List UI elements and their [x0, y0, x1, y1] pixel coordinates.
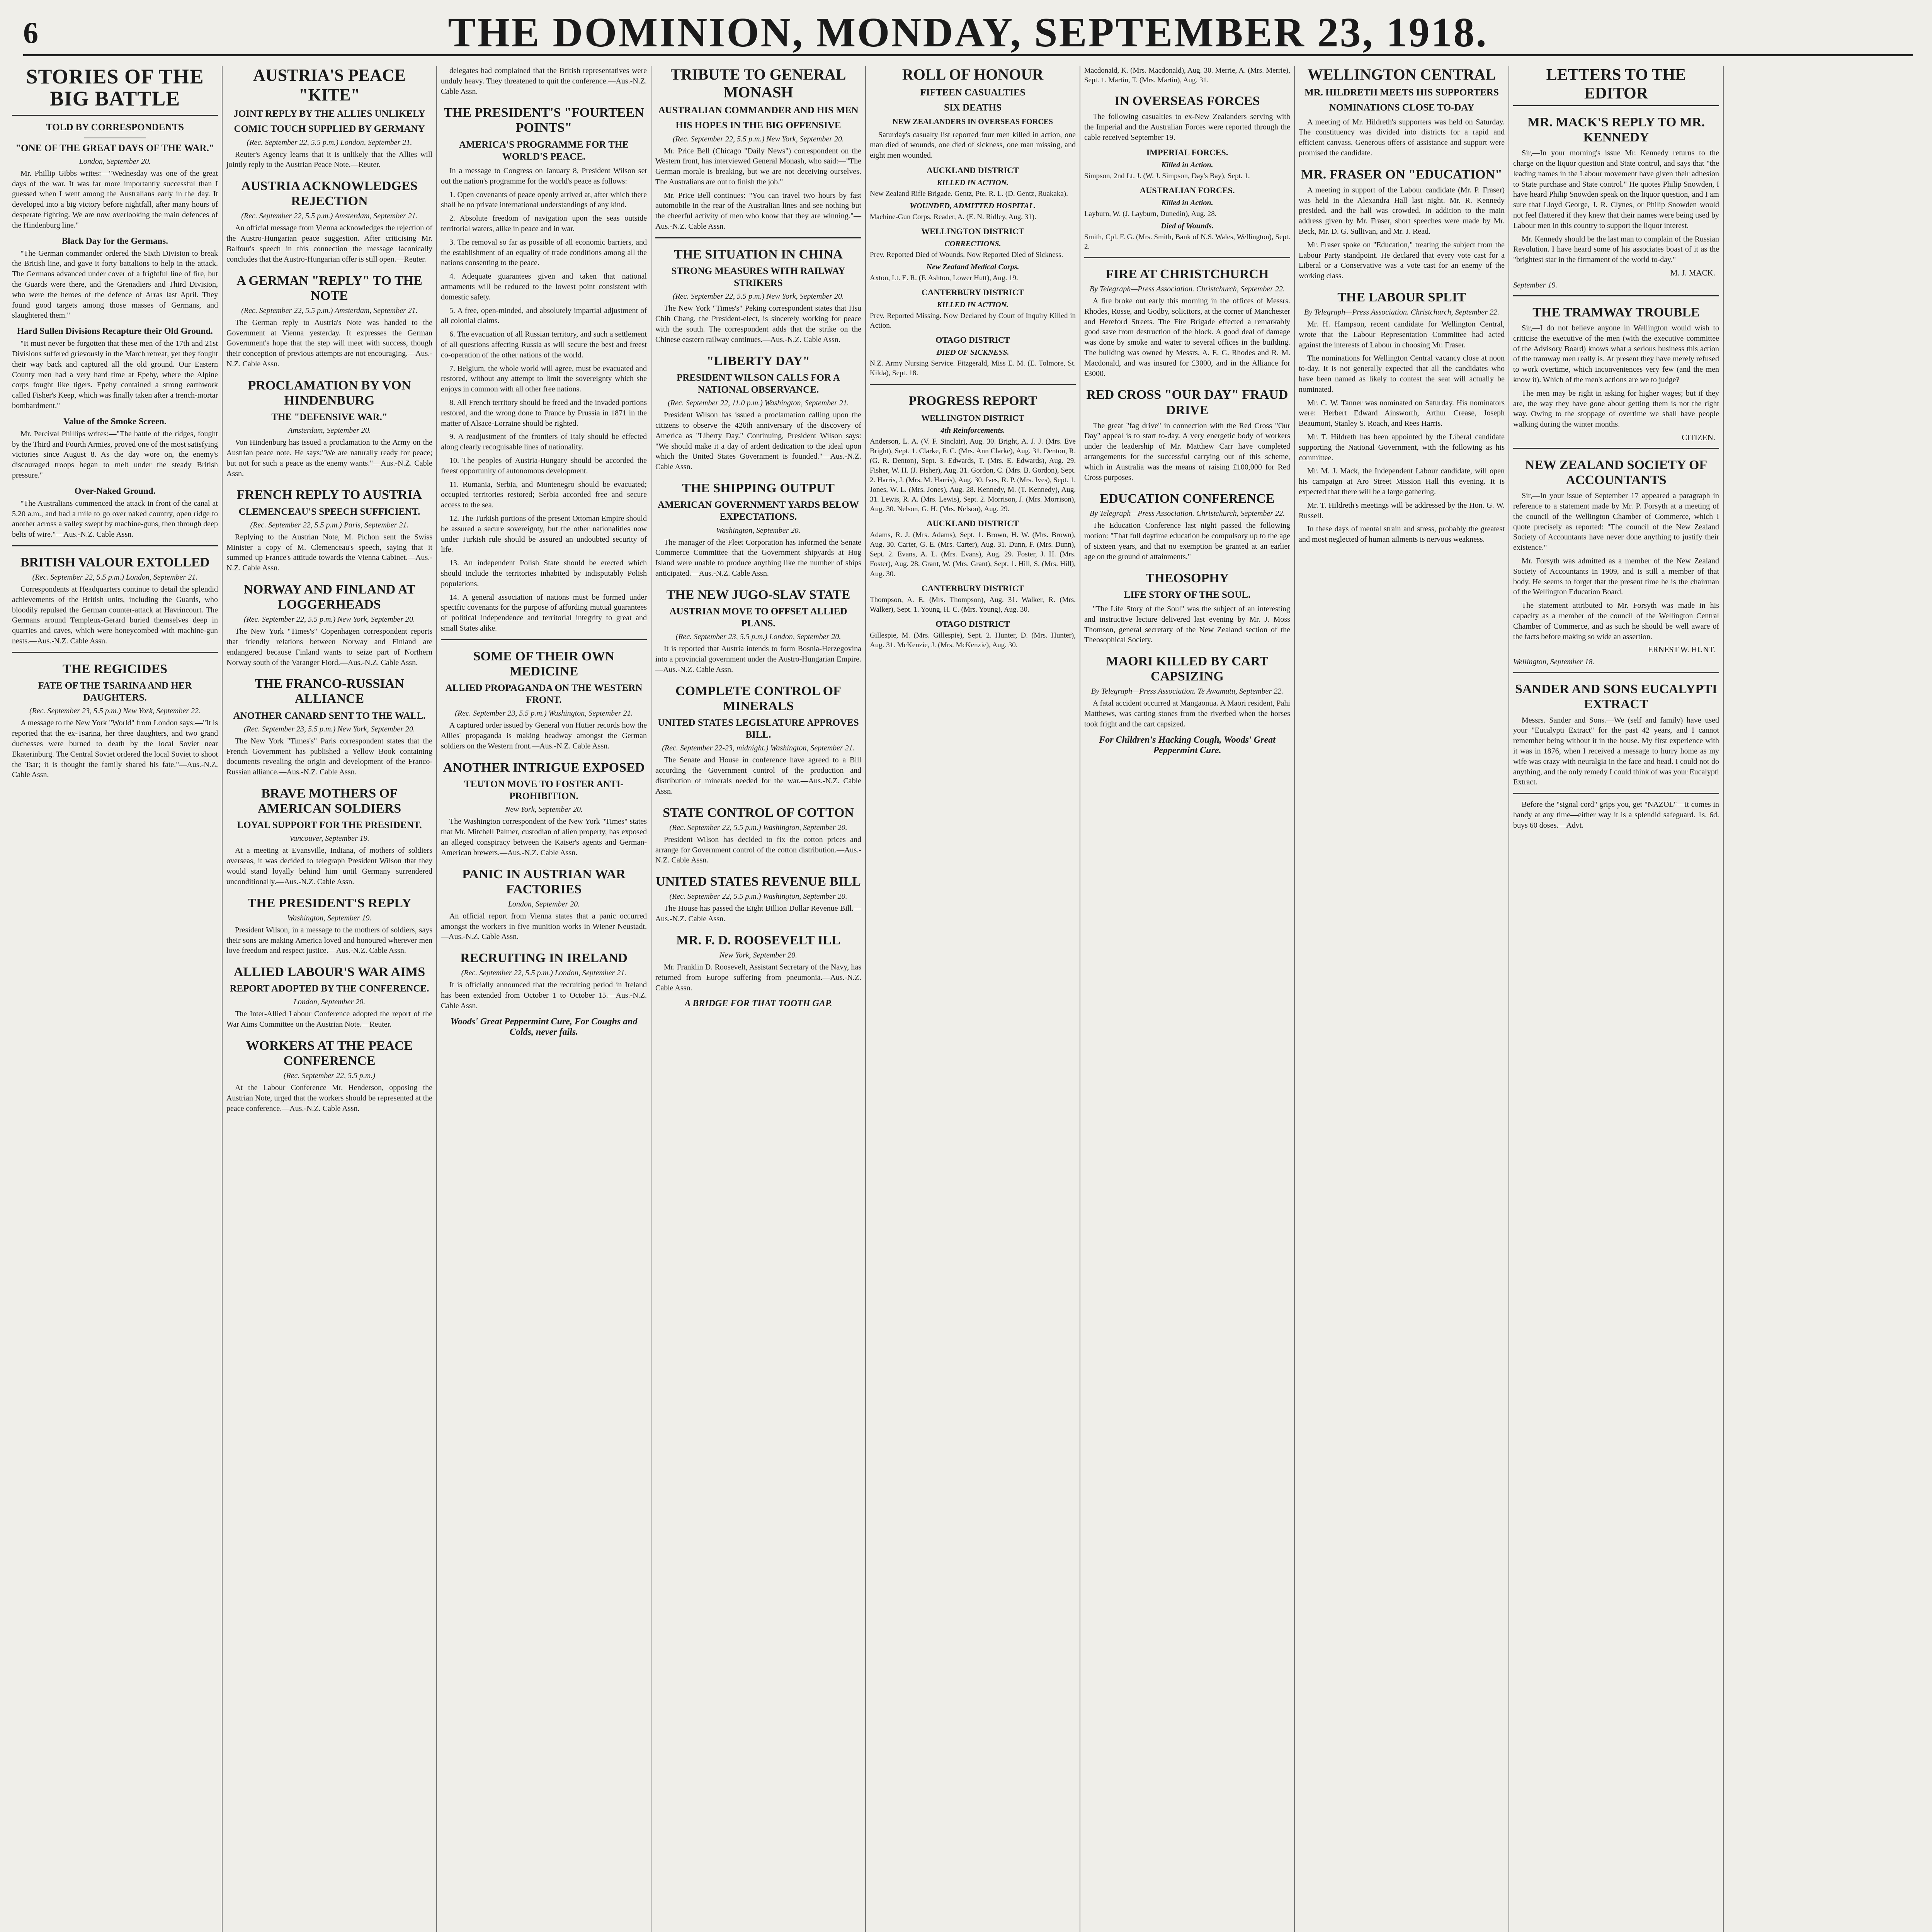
article-deck: THE "DEFENSIVE WAR.": [271, 412, 388, 423]
article-headline: THE TRAMWAY TROUBLE: [1532, 305, 1700, 320]
point-paragraph: 9. A readjustment of the frontiers of Italy should be effected along clearly recognisable lines of nationality.: [441, 432, 647, 452]
article-headline: TRIBUTE TO GENERAL MONASH: [670, 66, 846, 101]
article-deck: AMERICA'S PROGRAMME FOR THE WORLD'S PEACE.: [459, 139, 629, 162]
article-paragraph: Von Hindenburg has issued a proclamation to the Army on the Austrian peace note. He says:"We are naturally ready for peace; but not for such a peace as the enemy wants."—Aus.-N.Z. Cable Assn.: [226, 438, 432, 478]
article-headline: PANIC IN AUSTRIAN WAR FACTORIES: [462, 867, 626, 896]
article-paragraph: An official report from Vienna states that a panic occurred amongst the workers in five munition works in Wiener Neustadt.—Aus.-N.Z. Cable Assn.: [441, 912, 647, 941]
advertisement: For Children's Hacking Cough, Woods' Great Peppermint Cure.: [1099, 735, 1276, 755]
article-paragraph: In a message to Congress on January 8, President Wilson set out the nation's programme for the world's peace as follows:: [441, 167, 647, 185]
article-paragraph: The German reply to Austria's Note was handed to the Government at Vienna yesterday. It expresses the German Government's hope that the step will meet with success, though their conception of previous attempts are not encouraging.—Aus.-N.Z. Cable Assn.: [226, 318, 432, 369]
dateline: (Rec. September 22, 5.5 p.m.) London, September 21.: [247, 138, 412, 147]
article-paragraph: A captured order issued by General von Hutier records how the Allies' propaganda is making headway amongst the German soldiers on the Western front.—Aus.-N.Z. Cable Assn.: [441, 721, 647, 751]
dateline: (Rec. September 22, 5.5 p.m.) Washington, September 20.: [669, 823, 847, 832]
district-heading: AUCKLAND DISTRICT: [927, 519, 1019, 529]
article-headline: MAORI KILLED BY CART CAPSIZING: [1106, 654, 1269, 684]
column-rule: [222, 66, 223, 1932]
district-heading: CANTERBURY DISTRICT: [921, 583, 1024, 593]
section-heading: LETTERS TO THE EDITOR: [1513, 66, 1719, 106]
point-paragraph: 3. The removal so far as possible of all economic barriers, and the establishment of an equality of trade conditions among all the nations consenting to the peace.: [441, 238, 647, 267]
article-paragraph: Mr. Price Bell (Chicago "Daily News") correspondent on the Western front, has interviewed General Monash, who said:—"The German morale is breaking, but we are not deceiving ourselves. The Australians are out to finish the job.": [655, 146, 861, 186]
article-deck: UNITED STATES LEGISLATURE APPROVES BILL.: [658, 717, 859, 740]
article-headline: NEW ZEALAND SOCIETY OF ACCOUNTANTS: [1525, 458, 1708, 488]
dateline: London, September 20.: [508, 900, 580, 908]
article-deck: NEW ZEALANDERS IN OVERSEAS FORCES: [892, 117, 1053, 126]
dateline: Washington, September 19.: [287, 913, 372, 922]
casualty-list: Prev. Reported Missing. Now Declared by Court of Inquiry Killed in Action.: [870, 312, 1076, 330]
article-paragraph: Reuter's Agency learns that it is unlikely that the Allies will jointly reply to the Austrian Peace Note.—Reuter.: [226, 150, 432, 169]
divider: [12, 115, 218, 116]
point-paragraph: 14. A general association of nations must be formed under specific covenants for the purpose of affording mutual guarantees of political independence and territorial integrity to great and small States alike.: [441, 593, 647, 633]
article-paragraph: Mr. H. Hampson, recent candidate for Wellington Central, wrote that the Labour Representation Committee had acted against the interests of Labour in choosing Mr. Fraser.: [1299, 320, 1505, 349]
article-paragraph: At a meeting at Evansville, Indiana, of mothers of soldiers overseas, it was decided to telegraph President Wilson that they would stand loyally behind him until Germany surrendered unconditionally.—Aus.-N.Z. Cable Assn.: [226, 846, 432, 886]
column-1: [10, 66, 220, 1932]
divider: [1513, 672, 1719, 673]
dateline: London, September 20.: [79, 157, 151, 166]
article-paragraph: It is officially announced that the recruiting period in Ireland has been extended from October 1 to October 15.—Aus.-N.Z. Cable Assn.: [441, 981, 647, 1010]
casualty-list: Gillespie, M. (Mrs. Gillespie), Sept. 2. Hunter, D. (Mrs. Hunter), Aug. 31. McKenzie, J. (Mrs. McKenzie), Aug. 30.: [870, 631, 1076, 649]
article-headline: UNITED STATES REVENUE BILL: [656, 874, 861, 889]
point-paragraph: 10. The peoples of Austria-Hungary should be accorded the freest opportunity of autonomous development.: [441, 456, 647, 475]
article-headline: THE LABOUR SPLIT: [1337, 290, 1466, 304]
letter-date: Wellington, September 18.: [1513, 658, 1595, 667]
dateline: (Rec. September 22, 5.5 p.m.): [283, 1071, 376, 1080]
article-paragraph: At the Labour Conference Mr. Henderson, opposing the Austrian Note, urged that the workers should be represented at the peace conference.—Aus.-N.Z. Cable Assn.: [226, 1083, 432, 1113]
article-deck: AUSTRIAN MOVE TO OFFSET ALLIED PLANS.: [669, 606, 847, 629]
column-3: [439, 66, 649, 1932]
article-headline: STORIES OF THE BIG BATTLE: [26, 66, 204, 110]
article-paragraph: "It must never be forgotten that these men of the 17th and 21st Divisions suffered grievously in the March retreat, yet they fought their way back and captured all the old ground. Our Eastern County men had a very hard time at Epehy, where the Alpine corps fought like tigers. Epehy contained a strong earthwork called Fisher's Keep, which was finally taken after a trench-mortar bombardment.": [12, 339, 218, 410]
article-headline: PROGRESS REPORT: [908, 393, 1037, 408]
article-paragraph: Mr. Percival Phillips writes:—"The battle of the ridges, fought by the Third and Fourth Armies, proved one of the most satisfying victories since August 8. As the day wore on, the enemy's discouraged troops began to melt under the steady British pressure.": [12, 429, 218, 480]
casualty-list: Simpson, 2nd Lt. J. (W. J. Simpson, Day's Bay), Sept. 1.: [1084, 172, 1250, 180]
article-deck: REPORT ADOPTED BY THE CONFERENCE.: [230, 983, 429, 994]
article-paragraph: Mr. T. Hildreth's meetings will be addressed by the Hon. G. W. Russell.: [1299, 501, 1505, 520]
casualty-category: New Zealand Medical Corps.: [926, 263, 1019, 272]
advertisement: Woods' Great Peppermint Cure, For Coughs and Colds, never fails.: [450, 1016, 638, 1037]
advertisement-paragraph: Messrs. Sander and Sons.—We (self and family) have used your "Eucalypti Extract" for the past 42 years, and I cannot remember being without it in the house. My first experience with it was in 1876, when I received a message to hurry home as my wife was crazy with neuralgia in the face and head. I could not do anything, and the only remedy I could think of was your Eucalypti Extract.: [1513, 716, 1719, 787]
dateline: By Telegraph—Press Association. Christchurch, September 22.: [1304, 308, 1500, 317]
district-heading: OTAGO DISTRICT: [935, 335, 1010, 345]
letter-paragraph: Sir,—I do not believe anyone in Wellington would wish to criticise the executive of the men (with the executive committee of the Advisory Board) knows what a serious business this action of the tramway men really is. At present they have merely refused to work overtime, which inconveniences very few (and the men know it). Which of the men's actions are we to judge?: [1513, 324, 1719, 384]
article-headline: THEOSOPHY: [1145, 571, 1229, 585]
article-paragraph: Mr. Phillip Gibbs writes:—"Wednesday was one of the great days of the war. It was far more importantly successful than I guessed when I went among the Australians early in the day. It developed into a big victory before nightfall, after many hours of desperate fighting. We are now overlooking the main defences of the Hindenburg line.": [12, 169, 218, 230]
article-headline: PROCLAMATION BY VON HINDENBURG: [248, 378, 411, 408]
article-deck: LOYAL SUPPORT FOR THE PRESIDENT.: [237, 820, 422, 831]
article-paragraph: President Wilson, in a message to the mothers of soldiers, says their sons are making America loved and honoured wherever men love freedom and respect justice.—Aus.-N.Z. Cable Assn.: [226, 925, 432, 955]
casualty-list: Prev. Reported Died of Wounds. Now Reported Died of Sickness.: [870, 251, 1063, 259]
article-headline: AUSTRIA'S PEACE "KITE": [253, 66, 406, 104]
point-paragraph: 13. An independent Polish State should be erected which should include the territories inhabited by indisputably Polish populations.: [441, 559, 647, 588]
subheading: Hard Sullen Divisions Recapture their Old Ground.: [17, 326, 213, 336]
district-heading: WELLINGTON DISTRICT: [921, 226, 1024, 236]
article-deck: AMERICAN GOVERNMENT YARDS BELOW EXPECTATIONS.: [658, 500, 859, 522]
article-deck: PRESIDENT WILSON CALLS FOR A NATIONAL OBSERVANCE.: [677, 372, 840, 395]
article-headline: THE NEW JUGO-SLAV STATE: [666, 587, 850, 602]
casualty-list: Macdonald, K. (Mrs. Macdonald), Aug. 30. Merrie, A. (Mrs. Merrie), Sept. 1. Martin, T. (Mrs. Martin), Aug. 31.: [1084, 66, 1290, 85]
newspaper-title-and-date: THE DOMINION, MONDAY, SEPTEMBER 23, 1918.: [448, 10, 1488, 56]
divider: [1084, 257, 1290, 258]
casualty-list: Anderson, L. A. (V. F. Sinclair), Aug. 30. Bright, A. J. J. (Mrs. Eve Bright), Sept. 1. Clarke, F. C. (Mrs. Ann Clarke), Aug. 31. Denton, R. (G. R. Denton), Sept. 3. Edwards, T. (Mrs. E. Edwards), Aug. 29. Fisher, W. H. (J. Fisher), Aug. 31. Gordon, C. (Mrs. B. Gordon), Sept. 2. Harris, J. (Mrs. M. Harris), Aug. 30. Ives, R. P. (Mrs. Ives), Sept. 1. Jones, W. L. (Mrs. Jones), Aug. 28. Kennedy, M. (T. Kennedy), Aug. 31. Lewis, R. A. (Mrs. Lewis), Sept. 2. Morrison, J. (Mrs. Morrison), Aug. 30. Nelson, G. H. (Mrs. Nelson), Aug. 29.: [870, 437, 1076, 514]
dateline: (Rec. September 22, 5.5 p.m.) New York, September 20.: [243, 615, 415, 624]
article-paragraph: Mr. M. J. Mack, the Independent Labour candidate, will open his campaign at Aro Street Mission Hall this evening. It is expected that there will be a large gathering.: [1299, 467, 1505, 496]
letter-date: September 19.: [1513, 281, 1558, 289]
article-headline: STATE CONTROL OF COTTON: [663, 805, 854, 820]
district-heading: CANTERBURY DISTRICT: [921, 287, 1024, 298]
casualty-list: Machine-Gun Corps. Reader, A. (E. N. Ridley, Aug. 31).: [870, 213, 1036, 221]
article-paragraph: Mr. T. Hildreth has been appointed by the Liberal candidate supporting the National Government, with the following as his committee.: [1299, 433, 1505, 462]
article-deck: AUSTRALIAN COMMANDER AND HIS MEN: [658, 105, 859, 116]
dateline: (Rec. September 22, 5.5 p.m.) London, September 21.: [32, 573, 198, 582]
dateline: (Rec. September 22, 11.0 p.m.) Washington, September 21.: [668, 399, 849, 408]
point-paragraph: 7. Belgium, the whole world will agree, must be evacuated and restored, without any attempt to limit the sovereignty which she enjoys in common with all other free nations.: [441, 364, 647, 394]
article-paragraph: delegates had complained that the British representatives were unduly heavy. They threatened to quit the conference.—Aus.-N.Z. Cable Assn.: [441, 66, 647, 96]
forces-heading: IMPERIAL FORCES.: [1146, 147, 1228, 157]
dateline: London, September 20.: [293, 998, 366, 1007]
casualty-list: Adams, R. J. (Mrs. Adams), Sept. 1. Brown, H. W. (Mrs. Brown), Aug. 30. Carter, G. E. (Mrs. Carter), Aug. 31. Dunn, F. (Mrs. Dunn), Sept. 2. Evans, A. L. (Mrs. Evans), Aug. 29. Foster, J. H. (Mrs. Foster), Aug. 28. Grant, W. (Mrs. Grant), Sept. 1. Hill, S. (Mrs. Hill), Aug. 30.: [870, 531, 1076, 578]
article-paragraph: "The German commander ordered the Sixth Division to break the British line, and gave it forty battalions to help in the attack. The Germans advanced under cover of a frightful line of fire, but the Guards were there, and the Grenadiers and Third Division, who were the heroes of the defence of Arras last April. They found good targets among those masses of Germans, and slaughtered them.": [12, 249, 218, 320]
casualty-category: WOUNDED, ADMITTED HOSPITAL.: [910, 201, 1036, 210]
article-headline: ROLL OF HONOUR: [902, 66, 1044, 83]
column-8: [1511, 66, 1721, 1932]
dateline: (Rec. September 23, 5.5 p.m.) London, September 20.: [675, 633, 841, 641]
advertisement: Before the "signal cord" grips you, get "NAZOL"—it comes in handy at any time—either way it is a splendid safeguard. 1s. 6d. buys 60 doses.—Advt.: [1513, 800, 1719, 830]
letter-paragraph: Sir,—In your morning's issue Mr. Kennedy returns to the charge on the liquor question and State control, and says that "the leading names in the Labour movement have given their adhesion to State purchase and State control." He quotes Philip Snowden, I have heard Philip Snowden speak on the liquor question, and I am sure that Lloyd George, J. R. Clynes, or Philip Snowden would not feel flattered if they knew that their names were being used by Labour men in this country to support the liquor interest.: [1513, 149, 1719, 230]
divider: [12, 652, 218, 653]
article-headline: AUSTRIA ACKNOWLEDGES REJECTION: [241, 179, 418, 209]
letter-signature: CITIZEN.: [1682, 433, 1715, 442]
article-deck: CLEMENCEAU'S SPEECH SUFFICIENT.: [238, 506, 420, 517]
letter-paragraph: The men may be right in asking for higher wages; but if they are, the way they have gone about getting them is not the right way. Owing to the stoppage of overtime we shall have people walking during the winter months.: [1513, 389, 1719, 429]
article-paragraph: A fire broke out early this morning in the offices of Messrs. Rhodes, Rosse, and Godby, solicitors, at the corner of Manchester and Hereford Streets. The Fire Brigade effected a remarkably good save from destruction of the block. A good deal of damage was done by smoke and water to several offices in the building. The building was owned by Messrs. A. E. G. Rhodes and R. M. Macdonald, and was insured for £3000, and in the Alliance for £3000.: [1084, 297, 1290, 378]
article-paragraph: Correspondents at Headquarters continue to detail the splendid achievements of the British units, including the Guards, who bloodily repulsed the German counter-attack at Havrincourt. The Germans around Templeux-Gerard buried themselves deep in quarries and caves, which were honeycombed with machine-gun nests.—Aus.-N.Z. Cable Assn.: [12, 585, 218, 646]
article-headline: WELLINGTON CENTRAL: [1307, 66, 1496, 83]
column-rule: [436, 66, 437, 1932]
article-headline: FIRE AT CHRISTCHURCH: [1105, 267, 1269, 281]
article-paragraph: The New York "Times's" Paris correspondent states that the French Government has published a Yellow Book containing documents revealing the origin and development of the Franco-Russian alliance.—Aus.-N.Z. Cable Assn.: [226, 736, 432, 777]
article-headline: THE SHIPPING OUTPUT: [682, 481, 835, 496]
article-paragraph: A fatal accident occurred at Mangaonua. A Maori resident, Pahi Matthews, was carting stones from the riverbed when the horses took fright and the cart capsized.: [1084, 699, 1290, 728]
article-paragraph: The great "fag drive" in connection with the Red Cross "Our Day" appeal is to start to-day. A very energetic body of workers under the leadership of Mr. Matthew Carr have completed arrangements for the successful carrying out of this scheme, which in Australia was the means of raising £100,000 for Red Cross purposes.: [1084, 421, 1290, 482]
dateline: (Rec. September 23, 5.5 p.m.) New York, September 20.: [243, 724, 415, 733]
article-paragraph: It is reported that Austria intends to form Bosnia-Herzegovina into a provincial government under the Austro-Hungarian Empire.—Aus.-N.Z. Cable Assn.: [655, 645, 861, 674]
article-headline: THE PRESIDENT'S REPLY: [247, 896, 412, 910]
district-heading: WELLINGTON DISTRICT: [921, 413, 1024, 423]
dateline: (Rec. September 22, 5.5 p.m.) Amsterdam, September 21.: [241, 306, 418, 315]
article-headline: WORKERS AT THE PEACE CONFERENCE: [246, 1039, 413, 1068]
article-deck: LIFE STORY OF THE SOUL.: [1124, 589, 1251, 600]
divider: [1513, 448, 1719, 449]
divider: [1513, 295, 1719, 296]
dateline: (Rec. September 22, 5.5 p.m.) Washington, September 20.: [669, 892, 847, 901]
casualty-category: Killed in Action.: [1161, 160, 1213, 169]
divider: [1513, 793, 1719, 794]
masthead: [23, 12, 1913, 56]
dateline: (Rec. September 23, 5.5 p.m.) New York, September 22.: [29, 707, 201, 716]
article-headline: ANOTHER INTRIGUE EXPOSED: [443, 760, 645, 775]
article-headline: "LIBERTY DAY": [706, 354, 810, 368]
casualty-category: 4th Reinforcements.: [940, 426, 1005, 435]
article-headline: SOME OF THEIR OWN MEDICINE: [473, 649, 615, 679]
article-paragraph: The Washington correspondent of the New York "Times" states that Mr. Mitchell Palmer, custodian of alien property, has exposed an alleged conspiracy between the Kaiser's agents and German-American brewers.—Aus.-N.Z. Cable Assn.: [441, 817, 647, 857]
article-paragraph: A meeting of Mr. Hildreth's supporters was held on Saturday. The constituency was divided into districts for a rapid and efficient canvass. Generous offers of assistance and support were promised the candidate.: [1299, 117, 1505, 157]
article-headline: MR. F. D. ROOSEVELT ILL: [676, 933, 840, 947]
article-deck: ANOTHER CANARD SENT TO THE WALL.: [233, 710, 426, 721]
article-deck: HIS HOPES IN THE BIG OFFENSIVE: [675, 120, 841, 131]
letter-paragraph: Sir,—In your issue of September 17 appeared a paragraph in reference to a statement made by Mr. P. Forsyth at a meeting of the council of the Wellington Chamber of Commerce, which I quote precisely as reported: "The council of the New Zealand Society of Accountants have never done anything to justify their existence.": [1513, 492, 1719, 552]
article-paragraph: The manager of the Fleet Corporation has informed the Senate Commerce Committee that the Government shipyards at Hog Island were unable to produce anything like the number of ships anticipated.—Aus.-N.Z. Cable Assn.: [655, 538, 861, 578]
casualty-list: Thompson, A. E. (Mrs. Thompson), Aug. 31. Walker, R. (Mrs. Walker), Sept. 1. Young, H. C. (Mrs. Young), Aug. 30.: [870, 595, 1076, 614]
article-deck: JOINT REPLY BY THE ALLIES UNLIKELY: [233, 109, 425, 119]
dateline: By Telegraph—Press Association. Te Awamutu, September 22.: [1091, 687, 1284, 696]
article-headline: ALLIED LABOUR'S WAR AIMS: [233, 965, 425, 980]
divider: [441, 639, 647, 640]
point-paragraph: 2. Absolute freedom of navigation upon the seas outside territorial waters, alike in peace and in war.: [441, 214, 647, 233]
article-deck: MR. HILDRETH MEETS HIS SUPPORTERS: [1304, 87, 1499, 98]
casualty-category: KILLED IN ACTION.: [937, 301, 1009, 310]
column-4: [653, 66, 864, 1932]
letter-paragraph: Mr. Forsyth was admitted as a member of the New Zealand Society of Accountants in 1909, and is still a member of that body. He seems to forget that the present time he is the chairman of the Wellington Education Board.: [1513, 556, 1719, 597]
article-paragraph: "The Life Story of the Soul" was the subject of an interesting and instructive lecture delivered last evening by Mr. J. Moss Thomson, general secretary of the New Zealand section of the Theosophical Society.: [1084, 605, 1290, 645]
dateline: Amsterdam, September 20.: [288, 426, 371, 435]
dateline: Washington, September 20.: [716, 526, 801, 535]
subheading: Black Day for the Germans.: [62, 236, 168, 246]
casualty-category: Killed in Action.: [1161, 198, 1213, 207]
article-deck: TOLD BY CORRESPONDENTS: [46, 122, 184, 133]
point-paragraph: 5. A free, open-minded, and absolutely impartial adjustment of all colonial claims.: [441, 306, 647, 325]
article-headline: RED CROSS "OUR DAY" FRAUD DRIVE: [1086, 388, 1288, 417]
article-headline: A GERMAN "REPLY" TO THE NOTE: [236, 273, 422, 303]
article-headline: SANDER AND SONS EUCALYPTI EXTRACT: [1515, 682, 1718, 712]
divider: [870, 384, 1076, 385]
dateline: New York, September 20.: [505, 805, 583, 814]
divider: [12, 545, 218, 546]
dateline: (Rec. September 22, 5.5 p.m.) Paris, September 21.: [250, 520, 409, 529]
article-paragraph: Saturday's casualty list reported four men killed in action, one man died of wounds, one died of sickness, one man missing, and eight men wounded.: [870, 130, 1076, 160]
article-headline: BRITISH VALOUR EXTOLLED: [20, 555, 210, 570]
article-deck: SIX DEATHS: [944, 102, 1002, 113]
forces-heading: AUSTRALIAN FORCES.: [1139, 185, 1235, 195]
casualty-category: Died of Wounds.: [1161, 221, 1214, 230]
dateline: (Rec. September 22-23, midnight.) Washington, September 21.: [662, 744, 855, 753]
dateline: By Telegraph—Press Association. Christchurch, September 22.: [1089, 509, 1285, 518]
article-headline: THE REGICIDES: [62, 662, 168, 676]
article-paragraph: "The Australians commenced the attack in front of the canal at 5.20 a.m., and had a mile to go over naked country, open ridge to another across a valley swept by machine-guns, then through deep belts of wire."—Aus.-N.Z. Cable Assn.: [12, 499, 218, 539]
point-paragraph: 12. The Turkish portions of the present Ottoman Empire should be assured a secure sovereignty, but the other nationalities now under Turkish rule should be assured an undoubted security of life.: [441, 514, 647, 554]
casualty-list: New Zealand Rifle Brigade. Gentz, Pte. R. L. (D. Gentz, Ruakaka).: [870, 189, 1068, 198]
dateline: (Rec. September 22, 5.5 p.m.) New York, September 20.: [672, 134, 844, 143]
letter-paragraph: Mr. Kennedy should be the last man to complain of the Russian Revolution. I have heard some of his associates boast of it as the "brightest star in the firmament of the world to-day.": [1513, 235, 1719, 264]
article-paragraph: In these days of mental strain and stress, probably the greatest and most neglected of human ailments is nervous weakness.: [1299, 525, 1505, 544]
column-7: [1296, 66, 1507, 1932]
dateline: New York, September 20.: [719, 951, 797, 959]
article-paragraph: The House has passed the Eight Billion Dollar Revenue Bill.—Aus.-N.Z. Cable Assn.: [655, 904, 861, 923]
dateline: Vancouver, September 19.: [289, 834, 369, 843]
point-paragraph: 4. Adequate guarantees given and taken that national armaments will be reduced to the lowest point consistent with domestic safety.: [441, 272, 647, 301]
casualty-category: DIED OF SICKNESS.: [936, 348, 1009, 357]
dateline: (Rec. September 22, 5.5 p.m.) Amsterdam, September 21.: [241, 212, 418, 221]
page-number: 6: [23, 16, 38, 49]
point-paragraph: 1. Open covenants of peace openly arrived at, after which there shall be no private international understandings of any kind.: [441, 190, 647, 209]
article-paragraph: The nominations for Wellington Central vacancy close at noon to-day. It is not generally expected that all the candidates who have been named as likely to contest the seat will actually be nominated.: [1299, 354, 1505, 394]
article-deck: STRONG MEASURES WITH RAILWAY STRIKERS: [671, 265, 845, 289]
article-paragraph: A meeting in support of the Labour candidate (Mr. P. Fraser) was held in the Alexandra Hall last night. Mr. R. Kennedy presided, and the hall was crowded. In addition to the main address given by Mr. Fraser, short speeches were made by Mr. Beck, Mr. D. G. Sullivan, and Mr. J. Read.: [1299, 185, 1505, 236]
divider: [655, 237, 861, 238]
article-paragraph: The Inter-Allied Labour Conference adopted the report of the War Aims Committee on the Austrian Note.—Reuter.: [226, 1010, 432, 1029]
subheading: Value of the Smoke Screen.: [63, 416, 167, 426]
article-deck: "ONE OF THE GREAT DAYS OF THE WAR.": [15, 143, 214, 153]
article-headline: MR. FRASER ON "EDUCATION": [1301, 167, 1502, 182]
article-paragraph: Mr. C. W. Tanner was nominated on Saturday. His nominators were: Herbert Edward Ainsworth, Arthur Crease, Joseph Beaumont, Stanley S. Roach, and Rees Harris.: [1299, 398, 1505, 428]
district-heading: OTAGO DISTRICT: [935, 619, 1010, 629]
article-paragraph: The New York "Times's" Copenhagen correspondent reports that friendly relations between Norway and Finland are endangered because Finland wants to seize part of Northern Norway south of the Varanger Fiord.—Aus.-N.Z. Cable Assn.: [226, 627, 432, 667]
article-paragraph: The Senate and House in conference have agreed to a Bill according the Government control of the production and distribution of minerals needed for the war.—Aus.-N.Z. Cable Assn.: [655, 756, 861, 796]
point-paragraph: 6. The evacuation of all Russian territory, and such a settlement of all questions affecting Russia as will secure the best and freest co-operation of the other nations of the world.: [441, 330, 647, 359]
article-headline: EDUCATION CONFERENCE: [1100, 492, 1275, 506]
column-rule: [1294, 66, 1295, 1932]
casualty-list: Layburn, W. (J. Layburn, Dunedin), Aug. 28.: [1084, 209, 1217, 218]
article-deck: FIFTEEN CASUALTIES: [920, 87, 1026, 98]
dateline: (Rec. September 22, 5.5 p.m.) London, September 21.: [461, 969, 627, 978]
letter-signature: ERNEST W. HUNT.: [1648, 645, 1715, 655]
subheading: Over-Naked Ground.: [74, 486, 156, 496]
article-deck: NOMINATIONS CLOSE TO-DAY: [1329, 102, 1475, 113]
dateline: By Telegraph—Press Association. Christchurch, September 22.: [1089, 285, 1285, 294]
point-paragraph: 8. All French territory should be freed and the invaded portions restored, and the wrong done to France by Prussia in 1871 in the matter of Alsace-Lorraine should be righted.: [441, 398, 647, 428]
column-2: [224, 66, 435, 1932]
casualty-category: CORRECTIONS.: [944, 240, 1001, 248]
casualty-list: Axton, Lt. E. R. (F. Ashton, Lower Hutt), Aug. 19.: [870, 274, 1018, 282]
article-headline: NORWAY AND FINLAND AT LOGGERHEADS: [243, 582, 415, 612]
column-5: [867, 66, 1078, 1932]
article-headline: FRENCH REPLY TO AUSTRIA: [237, 488, 422, 502]
column-6: [1082, 66, 1293, 1932]
column-rule: [865, 66, 866, 1932]
article-deck: TEUTON MOVE TO FOSTER ANTI-PROHIBITION.: [464, 779, 624, 802]
article-deck: FATE OF THE TSARINA AND HER DAUGHTERS.: [38, 680, 192, 703]
casualty-list: N.Z. Army Nursing Service. Fitzgerald, Miss E. M. (E. Tolmore, St. Kilda), Sept. 18.: [870, 359, 1076, 378]
article-paragraph: President Wilson has issued a proclamation calling upon the citizens to observe the 426th anniversary of the discovery of America as "Liberty Day." Continuing, President Wilson says: "We should make it a day of ardent dedication to the ideal upon which the United States Government is founded."—Aus.-N.Z. Cable Assn.: [655, 411, 861, 471]
dateline: (Rec. September 22, 5.5 p.m.) New York, September 20.: [672, 292, 844, 301]
letter-paragraph: The statement attributed to Mr. Forsyth was made in his capacity as a member of the council of the Wellington Central Chamber of Commerce, and as such he should be well aware of the facts before making so wide an assertion.: [1513, 601, 1719, 641]
article-paragraph: The Education Conference last night passed the following motion: "That full daytime education be compulsory up to the age of sixteen years, and that no exemption be granted at an earlier age on the ground of attainments.": [1084, 521, 1290, 561]
district-heading: AUCKLAND DISTRICT: [927, 165, 1019, 175]
article-paragraph: A message to the New York "World" from London says:—"It is reported that the ex-Tsarina, her three daughters, and two grand duchesses were burned to death by the local Soviet near Ekaterinburg. The Central Soviet ordered the local Soviet to shoot the Tsar; it is thought the family shared his fate."—Aus.-N.Z. Cable Assn.: [12, 719, 218, 779]
article-deck: ALLIED PROPAGANDA ON THE WESTERN FRONT.: [445, 682, 643, 706]
column-rule: [1723, 66, 1724, 1932]
dateline: (Rec. September 23, 5.5 p.m.) Washington, September 21.: [455, 709, 633, 718]
article-headline: BRAVE MOTHERS OF AMERICAN SOLDIERS: [257, 786, 401, 816]
article-headline: COMPLETE CONTROL OF MINERALS: [675, 684, 841, 713]
article-deck: COMIC TOUCH SUPPLIED BY GERMANY: [234, 124, 425, 134]
article-headline: RECRUITING IN IRELAND: [460, 951, 628, 966]
article-paragraph: The New York "Times's" Peking correspondent states that Hsu Chih Chang, the President-elect, is sincerely working for peace with the south. The correspondent adds that the strike on the Chinese eastern railway continues.—Aus.-N.Z. Cable Assn.: [655, 304, 861, 344]
article-headline: IN OVERSEAS FORCES: [1114, 94, 1260, 109]
letter-signature: M. J. MACK.: [1670, 268, 1715, 277]
advertisement: A BRIDGE FOR THAT TOOTH GAP.: [684, 998, 832, 1009]
article-paragraph: Mr. Price Bell continues: "You can travel two hours by fast automobile in the rear of the Australian lines and see nothing but the cheerful activity of men who know that they are winning."—Aus.-N.Z. Cable Assn.: [655, 191, 861, 231]
article-headline: MR. MACK'S REPLY TO MR. KENNEDY: [1527, 115, 1705, 145]
article-paragraph: The following casualties to ex-New Zealanders serving with the Imperial and the Australian Forces were reported through the cable received September 19.: [1084, 112, 1290, 142]
article-headline: THE FRANCO-RUSSIAN ALLIANCE: [255, 677, 404, 706]
article-paragraph: President Wilson has decided to fix the cotton prices and arrange for Government control of the cotton distribution.—Aus.-N.Z. Cable Assn.: [655, 835, 861, 865]
casualty-list: Smith, Cpl. F. G. (Mrs. Smith, Bank of N.S. Wales, Wellington), Sept. 2.: [1084, 233, 1290, 251]
article-headline: THE SITUATION IN CHINA: [674, 247, 843, 262]
article-paragraph: Replying to the Austrian Note, M. Pichon sent the Swiss Minister a copy of M. Clemenceau's speech, saying that it summed up France's attitude towards the Vienna Cabinet.—Aus.-N.Z. Cable Assn.: [226, 532, 432, 573]
article-paragraph: An official message from Vienna acknowledges the rejection of the Austro-Hungarian peace suggestion. After criticising Mr. Balfour's speech in this connection the message laconically concludes that the Austro-Hungarian offer is still open.—Reuter.: [226, 224, 432, 264]
article-headline: THE PRESIDENT'S "FOURTEEN POINTS": [444, 105, 644, 135]
article-paragraph: Mr. Fraser spoke on "Education," treating the subject from the Labour Party standpoint. He declared that every vote cast for a Liberal or a Conservative was a vote cast for an enemy of the working class.: [1299, 240, 1505, 281]
point-paragraph: 11. Rumania, Serbia, and Montenegro should be evacuated; occupied territories restored; Serbia accorded free and secure access to the sea.: [441, 480, 647, 510]
casualty-category: KILLED IN ACTION.: [937, 178, 1009, 187]
article-paragraph: Mr. Franklin D. Roosevelt, Assistant Secretary of the Navy, has returned from Europe suffering from pneumonia.—Aus.-N.Z. Cable Assn.: [655, 963, 861, 992]
